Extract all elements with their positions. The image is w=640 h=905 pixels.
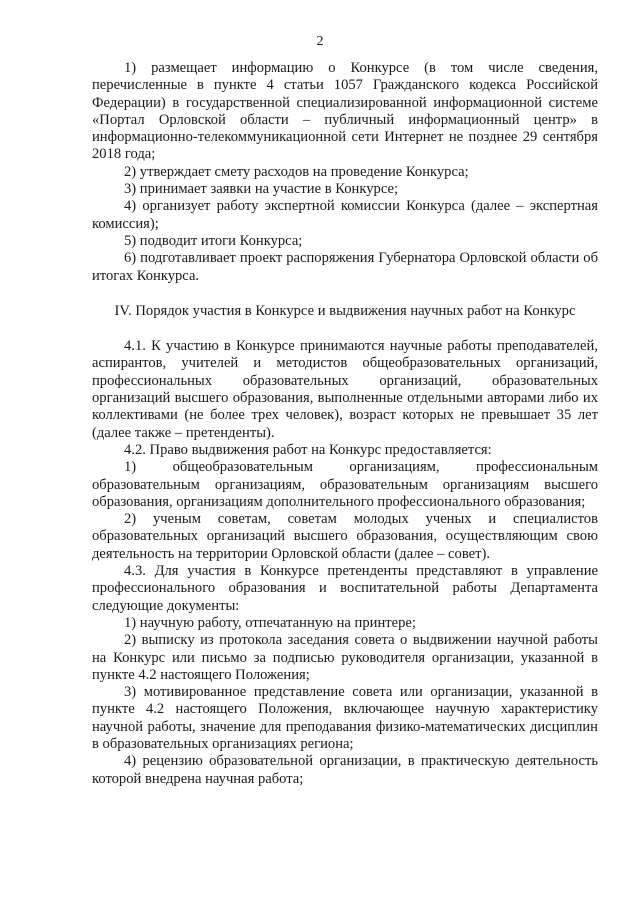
paragraph: 2) ученым советам, советам молодых ученых и специалистов образовательных организаций высшего образования, осуществляющим свою деятельность на территории Орловской области (далее – совет). [92, 511, 598, 562]
paragraph: 4) рецензию образовательной организации, в практическую деятельность которой внедрена научная работа; [92, 753, 598, 787]
page-number: 2 [316, 34, 324, 49]
paragraph: 4) организует работу экспертной комиссии Конкурса (далее – экспертная комиссия); [92, 198, 598, 232]
paragraph: 6) подготавливает проект распоряжения Губернатора Орловской области об итогах Конкурса. [92, 250, 598, 284]
paragraph: 1) размещает информацию о Конкурсе (в том числе сведения, перечисленные в пункте 4 статьи 1057 Гражданского кодекса Российской Федерации) в государственной специализированной информационной системе «Портал Орловской области – публичный информационный центр» в информационно-телекоммуникационной сети Интернет не позднее 29 сентября 2018 года; [92, 60, 598, 163]
paragraph: 4.1. К участию в Конкурсе принимаются научные работы преподавателей, аспирантов, учителей и методистов общеобразовательных организаций, профессиональных образовательных организаций, образовательных организаций высшего образования, выполненные отдельными авторами либо их коллективами (не более трех человек), возраст которых не превышает 35 лет (далее также – претенденты). [92, 338, 598, 441]
paragraph: 4.2. Право выдвижения работ на Конкурс предоставляется: [124, 441, 492, 458]
paragraph: 2) выписку из протокола заседания совета о выдвижении научной работы на Конкурс или письмо за подписью руководителя организации, указанной в пункте 4.2 настоящего Положения; [92, 632, 598, 683]
paragraph: 5) подводит итоги Конкурса; [124, 232, 303, 249]
paragraph: 3) принимает заявки на участие в Конкурсе; [124, 181, 399, 198]
paragraph: 4.3. Для участия в Конкурсе претенденты представляют в управление профессионального образования и воспитательной работы Департамента следующие документы: [92, 563, 598, 614]
paragraph: 1) общеобразовательным организациям, профессиональным образовательным организациям, образовательным организациям высшего образования, организациям дополнительного профессионального образования; [92, 459, 598, 510]
paragraph: 3) мотивированное представление совета или организации, указанной в пункте 4.2 настоящего Положения, включающее научную характеристику научной работы, значение для преподавания физико-математических дисциплин в образовательных организациях региона; [92, 684, 598, 752]
paragraph: 2) утверждает смету расходов на проведение Конкурса; [124, 163, 469, 180]
document-body [92, 60, 598, 788]
section-heading: IV. Порядок участия в Конкурсе и выдвижения научных работ на Конкурс [114, 302, 576, 319]
paragraph: 1) научную работу, отпечатанную на принтере; [124, 614, 416, 631]
